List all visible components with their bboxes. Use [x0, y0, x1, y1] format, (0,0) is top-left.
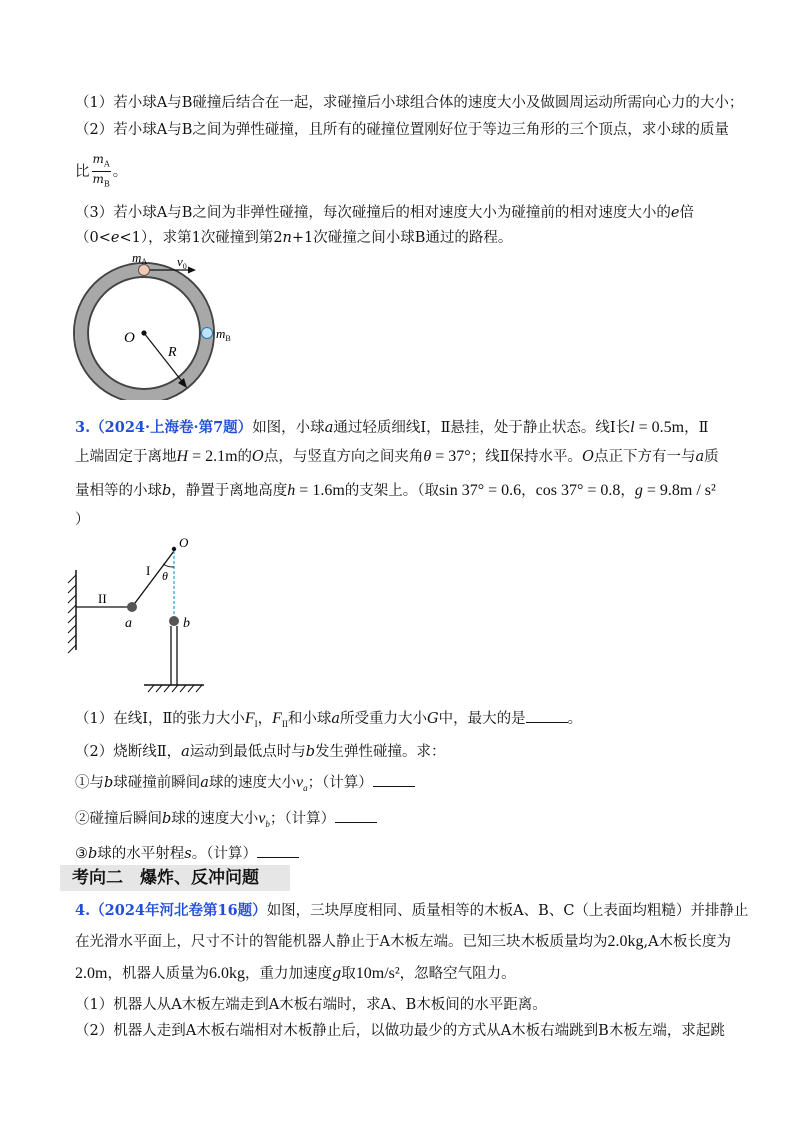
- p4-question-2: （2）机器人走到A木板右端相对木板静止后，以做功最少的方式从A木板右端跳到B木板左端，求起跳: [75, 1023, 725, 1039]
- label-v0: $v_0$: [177, 254, 187, 271]
- p4-source: （2024年河北卷第16题）: [90, 902, 267, 919]
- label-mB: $m_B$: [216, 326, 231, 343]
- p2-question-2-line1: （2）若小球A与B之间为弹性碰撞，且所有的碰撞位置刚好位于等边三角形的三个顶点，求小球的质量: [75, 122, 729, 138]
- p3-line-2: 上端固定于离地H = 2.1m的O点，与竖直方向之间夹角θ = 37°；线Ⅱ保持水平。O点正下方有一与a质: [75, 448, 719, 465]
- p2-question-1: （1）若小球A与B碰撞后结合在一起，求碰撞后小球组合体的速度大小及做圆周运动所需向心力的大小；: [75, 95, 744, 111]
- label-O: O: [179, 535, 189, 550]
- p3-subquestion-3: ③b球的水平射程s。（计算）: [75, 843, 299, 864]
- ball-a: [127, 602, 137, 612]
- p3-line-1: 3.（2024·上海卷·第7题）如图，小球a通过轻质细线Ⅰ，Ⅱ悬挂，处于静止状态。线Ⅰ长l = 0.5m，Ⅱ: [75, 419, 709, 436]
- p2-question-3-line2: （0<e<1），求第1次碰撞到第2n+1次碰撞之间小球B通过的路程。: [75, 230, 513, 246]
- ball-A: [139, 265, 150, 276]
- answer-blank-1[interactable]: [526, 708, 568, 723]
- label-O: O: [124, 330, 135, 346]
- p2-question-3-line1: （3）若小球A与B之间为非弹性碰撞，每次碰撞后的相对速度大小为碰撞前的相对速度大小的e倍: [75, 205, 694, 221]
- label-theta: θ: [162, 569, 168, 583]
- answer-blank-3[interactable]: [335, 808, 377, 823]
- p4-line-3: 2.0m，机器人质量为6.0kg，重力加速度g取10m/s²，忽略空气阻力。: [75, 965, 516, 982]
- p4-line-2: 在光滑水平面上，尺寸不计的智能机器人静止于A木板左端。已知三块木板质量均为2.0kg,A木板长度为: [75, 933, 732, 950]
- p3-number: 3.: [75, 419, 91, 436]
- label-a: a: [125, 616, 132, 631]
- section-heading: 考向二 爆炸、反冲问题: [60, 865, 290, 891]
- pivot-O: [172, 547, 176, 551]
- p3-line-4: ）: [75, 512, 90, 528]
- p3-line-3: 量相等的小球b，静置于离地高度h = 1.6m的支架上。（取sin 37° = 0.6，cos 37° = 0.8，g = 9.8m / s²: [75, 482, 716, 499]
- label-R: R: [168, 345, 177, 360]
- p3-source: （2024·上海卷·第7题）: [90, 419, 253, 436]
- angle-arc: [163, 564, 174, 567]
- label-I: I: [146, 563, 151, 578]
- label-mA: mA: [132, 250, 148, 266]
- p3-question-2: （2）烧断线Ⅱ，a运动到最低点时与b发生弹性碰撞。求：: [75, 744, 446, 760]
- wall-hatching: [68, 575, 76, 653]
- p3-subquestion-2: ②碰撞后瞬间b球的速度大小$v_b$；（计算）: [75, 808, 377, 834]
- ground-hatching: [148, 685, 202, 692]
- answer-blank-4[interactable]: [257, 843, 299, 858]
- p4-number: 4.: [75, 902, 91, 919]
- p2-question-2-line2: 比 $\frac{m_A}{m_B}$ 。: [75, 152, 127, 188]
- p3-question-1: （1）在线Ⅰ，Ⅱ的张力大小$F_I$，$F_{II}$和小球a所受重力大小G中，最大的是 。: [75, 710, 583, 730]
- label-II: II: [98, 591, 107, 606]
- ball-b: [169, 616, 179, 626]
- p3-subquestion-1: ①与b球碰撞前瞬间a球的速度大小$v_a$；（计算）: [75, 772, 415, 798]
- mass-ratio-fraction: $\frac{m_A}{m_B}$: [92, 152, 110, 189]
- p4-question-1: （1）机器人从A木板左端走到A木板右端时，求A、B木板间的水平距离。: [75, 997, 547, 1013]
- velocity-arrow-head: [188, 267, 196, 274]
- ring-diagram: [60, 250, 260, 400]
- p4-line-1: 4.（2024年河北卷第16题）如图，三块厚度相同、质量相等的木板A、B、C（上表面均粗糙）并排静止: [75, 902, 749, 919]
- ball-B: [202, 328, 213, 339]
- pendulum-diagram: [62, 535, 222, 695]
- label-b: b: [183, 616, 190, 631]
- answer-blank-2[interactable]: [373, 772, 415, 787]
